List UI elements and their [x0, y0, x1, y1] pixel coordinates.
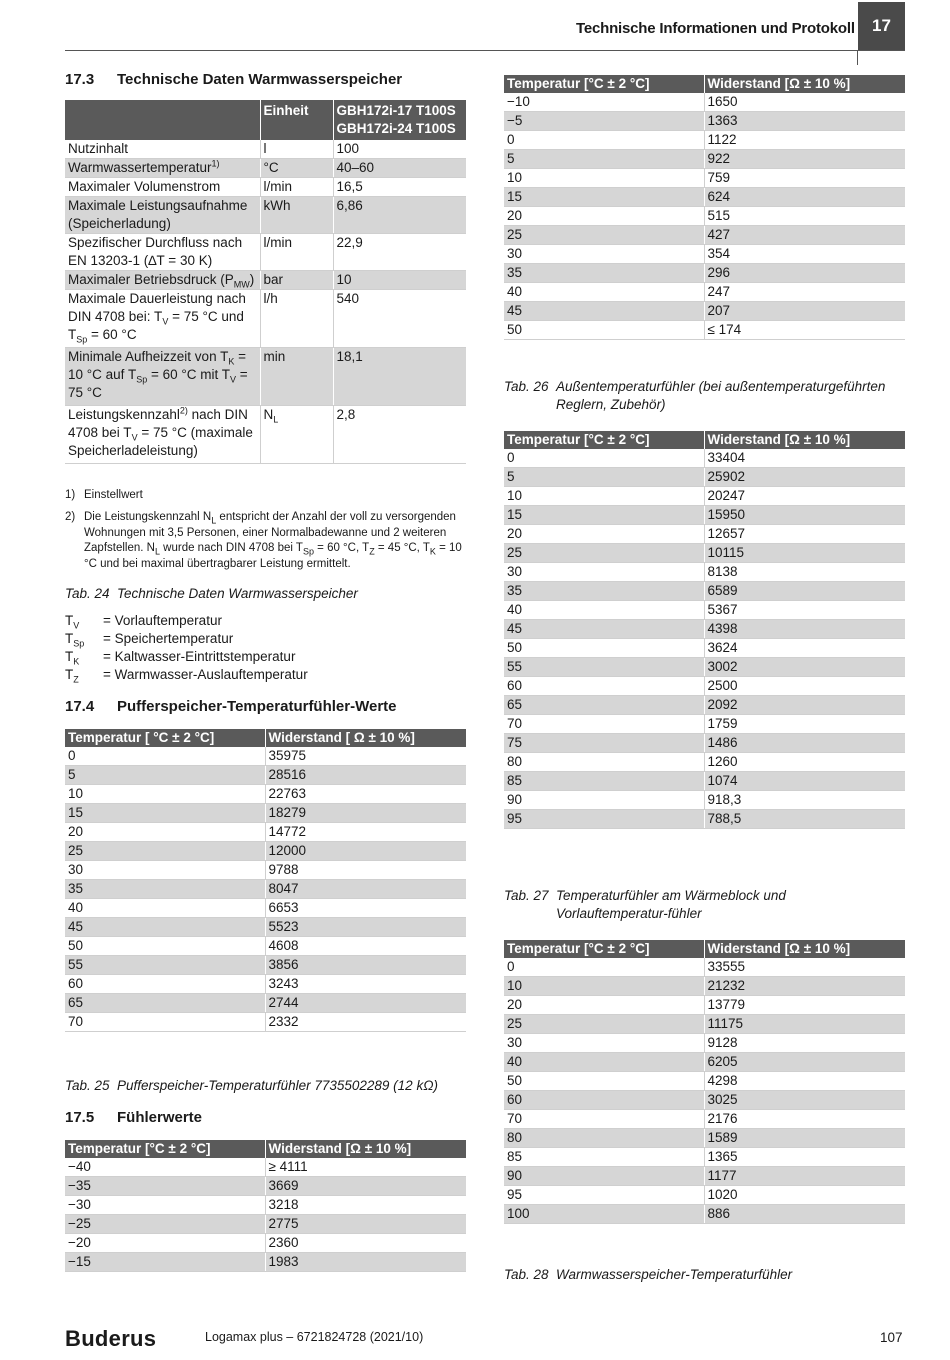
chapter-number-badge: 17	[858, 2, 905, 50]
cell-resistance: 427	[704, 226, 905, 245]
cell-resistance: 21232	[704, 977, 905, 996]
table-row: Maximale Dauerleistung nach DIN 4708 bei: $T_V = 75$ °C und $T_{Sp} = 60$ °C l/h 540	[65, 290, 466, 348]
table-caption-27: Tab. 27 Temperaturfühler am Wärmeblock und Vorlauftemperatur-fühler	[504, 888, 786, 921]
cell-resistance: 1363	[704, 112, 905, 131]
cell-resistance: 22763	[265, 785, 466, 804]
cell-temperature: 50	[504, 321, 704, 340]
table-row	[504, 772, 905, 791]
cell-temperature: −15	[65, 1253, 265, 1272]
cell-temperature: 60	[504, 1091, 704, 1110]
cell-resistance: 20247	[704, 487, 905, 506]
cell-resistance: 2775	[265, 1215, 466, 1234]
cell-temperature: 50	[504, 1072, 704, 1091]
cell-temperature: 10	[504, 977, 704, 996]
cell-temperature: 50	[504, 639, 704, 658]
cell-resistance: 1650	[704, 93, 905, 112]
cell-temperature: −10	[504, 93, 704, 112]
cell-temperature: 95	[504, 810, 704, 829]
table-row	[65, 956, 466, 975]
table-row	[504, 131, 905, 150]
table-row	[504, 977, 905, 996]
cell-temperature: −40	[65, 1158, 265, 1177]
cell-resistance: 1486	[704, 734, 905, 753]
cell-resistance: ≥ 4111	[265, 1158, 466, 1177]
cell-temperature: −5	[504, 112, 704, 131]
cell-resistance: 2176	[704, 1110, 905, 1129]
table-row	[504, 506, 905, 525]
cell-temperature: −30	[65, 1196, 265, 1215]
cell-resistance: 886	[704, 1205, 905, 1224]
table-row	[504, 150, 905, 169]
table-row: Spezifischer Durchfluss nach EN 13203-1 (∆T = 30 K) l/min 22,9	[65, 234, 466, 271]
table-row	[65, 1196, 466, 1215]
cell-resistance: 6589	[704, 582, 905, 601]
table-row	[504, 487, 905, 506]
table-row	[65, 1158, 466, 1177]
cell-temperature: 40	[65, 899, 265, 918]
table-row	[504, 1091, 905, 1110]
cell-resistance: 15950	[704, 506, 905, 525]
cell-resistance: 6653	[265, 899, 466, 918]
table-row	[504, 544, 905, 563]
cell-resistance: 207	[704, 302, 905, 321]
table-row	[504, 207, 905, 226]
cell-resistance: 3856	[265, 956, 466, 975]
table-tab-26	[504, 75, 905, 340]
cell-temperature: 55	[65, 956, 265, 975]
brand-logo: Buderus	[65, 1326, 157, 1351]
cell-resistance: 1122	[704, 131, 905, 150]
cell-temperature: 0	[504, 131, 704, 150]
table-row	[504, 468, 905, 487]
cell-temperature: 50	[65, 937, 265, 956]
table-row	[504, 1129, 905, 1148]
cell-temperature: 15	[65, 804, 265, 823]
cell-resistance: 515	[704, 207, 905, 226]
table-row	[504, 1110, 905, 1129]
cell-resistance: 13779	[704, 996, 905, 1015]
table-row	[504, 734, 905, 753]
cell-resistance: 35975	[265, 747, 466, 766]
table-header-row	[65, 729, 466, 747]
cell-temperature: 0	[504, 449, 704, 468]
cell-resistance: 3243	[265, 975, 466, 994]
table-header-row	[65, 1140, 466, 1158]
cell-temperature: −25	[65, 1215, 265, 1234]
table-row	[504, 93, 905, 112]
cell-temperature: 70	[65, 1013, 265, 1032]
table-row	[504, 658, 905, 677]
footnote-1: 1) Einstellwert	[65, 489, 143, 501]
section-number: 17.4	[65, 698, 95, 715]
cell-resistance: 5523	[265, 918, 466, 937]
cell-resistance: 3002	[704, 658, 905, 677]
col-header-resistance: Widerstand [Ω ± 10 %]	[704, 431, 905, 449]
cell-resistance: 2744	[265, 994, 466, 1013]
cell-temperature: 45	[504, 620, 704, 639]
cell-resistance: 918,3	[704, 791, 905, 810]
cell-resistance: 2500	[704, 677, 905, 696]
table-row	[65, 880, 466, 899]
cell-temperature: 60	[504, 677, 704, 696]
cell-temperature: 40	[504, 601, 704, 620]
col-header-temperature: Temperatur [°C ± 2 °C]	[504, 75, 704, 93]
cell-temperature: 90	[504, 791, 704, 810]
cell-temperature: 25	[65, 842, 265, 861]
section-heading-17-5	[65, 1109, 202, 1126]
table-caption-28: Tab. 28 Warmwasserspeicher-Temperaturfühler	[504, 1267, 793, 1282]
symbol-legend	[65, 612, 308, 684]
cell-resistance: 1759	[704, 715, 905, 734]
cell-resistance: 624	[704, 188, 905, 207]
cell-resistance: 9128	[704, 1034, 905, 1053]
cell-resistance: 3624	[704, 639, 905, 658]
legend-item: $T_Z$ = Warmwasser-Auslauftemperatur	[65, 667, 308, 685]
table-row	[504, 525, 905, 544]
table-row	[65, 842, 466, 861]
table-header-row	[504, 75, 905, 93]
section-title: Fühlerwerte	[117, 1109, 203, 1126]
table-header-row	[504, 431, 905, 449]
cell-temperature: 10	[504, 487, 704, 506]
table-row: Maximale Leistungsaufnahme (Speicherladung) kWh 6,86	[65, 197, 466, 234]
cell-resistance: 1365	[704, 1148, 905, 1167]
cell-resistance: 33555	[704, 958, 905, 977]
cell-resistance: 922	[704, 150, 905, 169]
table-row	[504, 1186, 905, 1205]
table-row	[65, 861, 466, 880]
cell-resistance: 3669	[265, 1177, 466, 1196]
cell-resistance: 1260	[704, 753, 905, 772]
cell-temperature: 65	[65, 994, 265, 1013]
cell-temperature: 35	[65, 880, 265, 899]
table-header-row	[504, 940, 905, 958]
table-row	[504, 1167, 905, 1186]
table-row	[504, 563, 905, 582]
table-row	[504, 753, 905, 772]
cell-temperature: 60	[65, 975, 265, 994]
cell-temperature: 55	[504, 658, 704, 677]
table-row: Nutzinhalt l 100	[65, 140, 466, 159]
table-row	[504, 677, 905, 696]
cell-resistance: 2332	[265, 1013, 466, 1032]
table-row	[504, 321, 905, 340]
cell-temperature: 5	[504, 468, 704, 487]
cell-resistance: 28516	[265, 766, 466, 785]
table-row	[504, 169, 905, 188]
table-row	[504, 620, 905, 639]
table-row	[504, 188, 905, 207]
cell-temperature: 35	[504, 264, 704, 283]
table-row	[65, 823, 466, 842]
cell-temperature: 80	[504, 753, 704, 772]
cell-resistance: 759	[704, 169, 905, 188]
cell-temperature: 90	[504, 1167, 704, 1186]
table-row	[65, 766, 466, 785]
table-tab-25	[65, 729, 466, 1032]
section-heading-17-4	[65, 698, 397, 715]
cell-resistance: 14772	[265, 823, 466, 842]
cell-temperature: 45	[65, 918, 265, 937]
cell-temperature: 85	[504, 1148, 704, 1167]
header-rule-tick	[857, 50, 858, 65]
col-header-temperature: Temperatur [°C ± 2 °C]	[504, 431, 704, 449]
table-row	[504, 1205, 905, 1224]
cell-resistance: 5367	[704, 601, 905, 620]
cell-resistance: 1177	[704, 1167, 905, 1186]
cell-temperature: 30	[504, 563, 704, 582]
cell-temperature: 25	[504, 226, 704, 245]
col-header-einheit: Einheit	[260, 100, 333, 140]
cell-resistance: 4398	[704, 620, 905, 639]
cell-temperature: −35	[65, 1177, 265, 1196]
cell-temperature: 80	[504, 1129, 704, 1148]
col-header-temperature: Temperatur [ °C ± 2 °C]	[65, 729, 265, 747]
cell-resistance: 33404	[704, 449, 905, 468]
cell-resistance: 12000	[265, 842, 466, 861]
table-caption-24: Tab. 24 Technische Daten Warmwasserspeicher	[65, 586, 358, 601]
cell-temperature: 20	[504, 996, 704, 1015]
legend-item: $T_{Sp}$ = Speichertemperatur	[65, 631, 234, 649]
cell-resistance: 2360	[265, 1234, 466, 1253]
table-row	[504, 226, 905, 245]
cell-resistance: 4298	[704, 1072, 905, 1091]
table-tab-24	[65, 100, 466, 464]
cell-resistance: 296	[704, 264, 905, 283]
footnote-2: 2) Die Leistungskennzahl $N_L$ entspricht der Anzahl der voll zu versorgenden Wohnungen mit 3,5 Personen, einer Normalbadewanne und 2 weiteren Zapfstellen. $N_L$ wurde nach DIN 4708 bei $T_{Sp} = 60$ °C, $T_Z = 45$ °C, $T_K = 10$ °C und bei maximal übertragbarer Leistung ermittelt.	[65, 511, 462, 570]
cell-resistance: 18279	[265, 804, 466, 823]
table-row	[504, 601, 905, 620]
table-row	[504, 112, 905, 131]
table-row	[504, 791, 905, 810]
cell-resistance: 6205	[704, 1053, 905, 1072]
cell-resistance: 9788	[265, 861, 466, 880]
cell-temperature: 35	[504, 582, 704, 601]
cell-temperature: 15	[504, 188, 704, 207]
table-row	[504, 264, 905, 283]
col-header-temperature: Temperatur [°C ± 2 °C]	[65, 1140, 265, 1158]
table-row: Maximaler Volumenstrom l/min 16,5	[65, 178, 466, 197]
legend-item: $T_V$ = Vorlauftemperatur	[65, 613, 222, 631]
table-row	[65, 937, 466, 956]
cell-temperature: 40	[504, 1053, 704, 1072]
table-row	[65, 785, 466, 804]
table-row	[504, 449, 905, 468]
header-rule	[65, 50, 905, 51]
table-tab-27	[504, 431, 905, 829]
table-row	[504, 1034, 905, 1053]
cell-temperature: 70	[504, 715, 704, 734]
cell-resistance: 1074	[704, 772, 905, 791]
cell-temperature: 15	[504, 506, 704, 525]
cell-resistance: 1589	[704, 1129, 905, 1148]
cell-resistance: 3218	[265, 1196, 466, 1215]
col-header-resistance: Widerstand [ Ω ± 10 %]	[265, 729, 466, 747]
cell-resistance: 4608	[265, 937, 466, 956]
table-row	[504, 1015, 905, 1034]
table-row: Maximaler Betriebsdruck $(P_{MW})$ bar 10	[65, 271, 466, 290]
table-row: Leistungskennzahl$^{2)}$ nach DIN 4708 bei $T_V = 75$ °C (maximale Speicherladeleistung) $N_L$ 2,8	[65, 406, 466, 464]
table-row	[504, 696, 905, 715]
page-number: 107	[880, 1330, 903, 1345]
section-title: Pufferspeicher-Temperaturfühler-Werte	[117, 698, 397, 715]
cell-temperature: 30	[65, 861, 265, 880]
table-row	[504, 810, 905, 829]
table-row	[65, 1177, 466, 1196]
cell-temperature: 20	[65, 823, 265, 842]
table-row	[65, 747, 466, 766]
table-row	[504, 958, 905, 977]
table-tab-28	[504, 940, 905, 1224]
cell-temperature: 10	[504, 169, 704, 188]
cell-resistance: 247	[704, 283, 905, 302]
table-caption-26: Tab. 26 Außentemperaturfühler (bei außentemperaturgeführten Reglern, Zubehör)	[504, 379, 886, 412]
table-row	[504, 639, 905, 658]
cell-temperature: 30	[504, 245, 704, 264]
legend-item: $T_K$ = Kaltwasser-Eintrittstemperatur	[65, 649, 296, 667]
cell-temperature: 20	[504, 525, 704, 544]
section-heading-17-3	[65, 71, 402, 88]
cell-resistance: ≤ 174	[704, 321, 905, 340]
cell-temperature: 5	[65, 766, 265, 785]
col-header-temperature: Temperatur [°C ± 2 °C]	[504, 940, 704, 958]
cell-temperature: 85	[504, 772, 704, 791]
cell-resistance: 3025	[704, 1091, 905, 1110]
cell-temperature: 30	[504, 1034, 704, 1053]
cell-resistance: 25902	[704, 468, 905, 487]
table-fuehlerwerte-part1	[65, 1140, 466, 1272]
table-row	[65, 1253, 466, 1272]
col-header-model: GBH172i-17 T100S GBH172i-24 T100S	[333, 100, 466, 140]
table-row	[504, 302, 905, 321]
cell-temperature: 0	[504, 958, 704, 977]
footer-document-id: Logamax plus – 6721824728 (2021/10)	[205, 1330, 424, 1344]
table-row	[65, 975, 466, 994]
cell-resistance: 10115	[704, 544, 905, 563]
cell-resistance: 1020	[704, 1186, 905, 1205]
cell-temperature: 25	[504, 544, 704, 563]
cell-resistance: 354	[704, 245, 905, 264]
table-row	[65, 918, 466, 937]
cell-resistance: 788,5	[704, 810, 905, 829]
cell-resistance: 11175	[704, 1015, 905, 1034]
table-row	[65, 1234, 466, 1253]
section-title: Technische Daten Warmwasserspeicher	[117, 71, 403, 88]
col-header-resistance: Widerstand [Ω ± 10 %]	[265, 1140, 466, 1158]
cell-temperature: 10	[65, 785, 265, 804]
table-row	[504, 245, 905, 264]
table-row	[504, 996, 905, 1015]
cell-resistance: 2092	[704, 696, 905, 715]
table-row	[504, 1053, 905, 1072]
table-row	[504, 1072, 905, 1091]
table-row	[65, 1013, 466, 1032]
cell-temperature: 0	[65, 747, 265, 766]
col-header-resistance: Widerstand [Ω ± 10 %]	[704, 940, 905, 958]
table-row: Warmwassertemperatur$^{1)}$ °C 40–60	[65, 159, 466, 178]
table-row	[504, 715, 905, 734]
cell-temperature: 95	[504, 1186, 704, 1205]
table-row: Minimale Aufheizzeit von $T_K = 10$ °C auf $T_{Sp} = 60$ °C mit $T_V = 75$ °C min 18,1	[65, 348, 466, 406]
section-number: 17.5	[65, 1109, 95, 1126]
cell-temperature: 5	[504, 150, 704, 169]
cell-temperature: 70	[504, 1110, 704, 1129]
cell-temperature: 65	[504, 696, 704, 715]
cell-temperature: 100	[504, 1205, 704, 1224]
cell-temperature: 25	[504, 1015, 704, 1034]
running-header-title: Technische Informationen und Protokoll	[576, 20, 855, 37]
table-row	[504, 1148, 905, 1167]
cell-temperature: 75	[504, 734, 704, 753]
col-header-resistance: Widerstand [Ω ± 10 %]	[704, 75, 905, 93]
table-row	[504, 582, 905, 601]
table-header-row	[65, 100, 466, 140]
table-row	[65, 804, 466, 823]
cell-resistance: 12657	[704, 525, 905, 544]
table-row	[65, 899, 466, 918]
section-number: 17.3	[65, 71, 95, 88]
table-row	[504, 283, 905, 302]
cell-temperature: 20	[504, 207, 704, 226]
table-caption-25: Tab. 25 Pufferspeicher-Temperaturfühler 7735502289 (12 kΩ)	[65, 1078, 438, 1093]
cell-temperature: 45	[504, 302, 704, 321]
cell-resistance: 8138	[704, 563, 905, 582]
table-row	[65, 1215, 466, 1234]
table-row	[65, 994, 466, 1013]
cell-resistance: 1983	[265, 1253, 466, 1272]
cell-temperature: −20	[65, 1234, 265, 1253]
cell-resistance: 8047	[265, 880, 466, 899]
cell-temperature: 40	[504, 283, 704, 302]
